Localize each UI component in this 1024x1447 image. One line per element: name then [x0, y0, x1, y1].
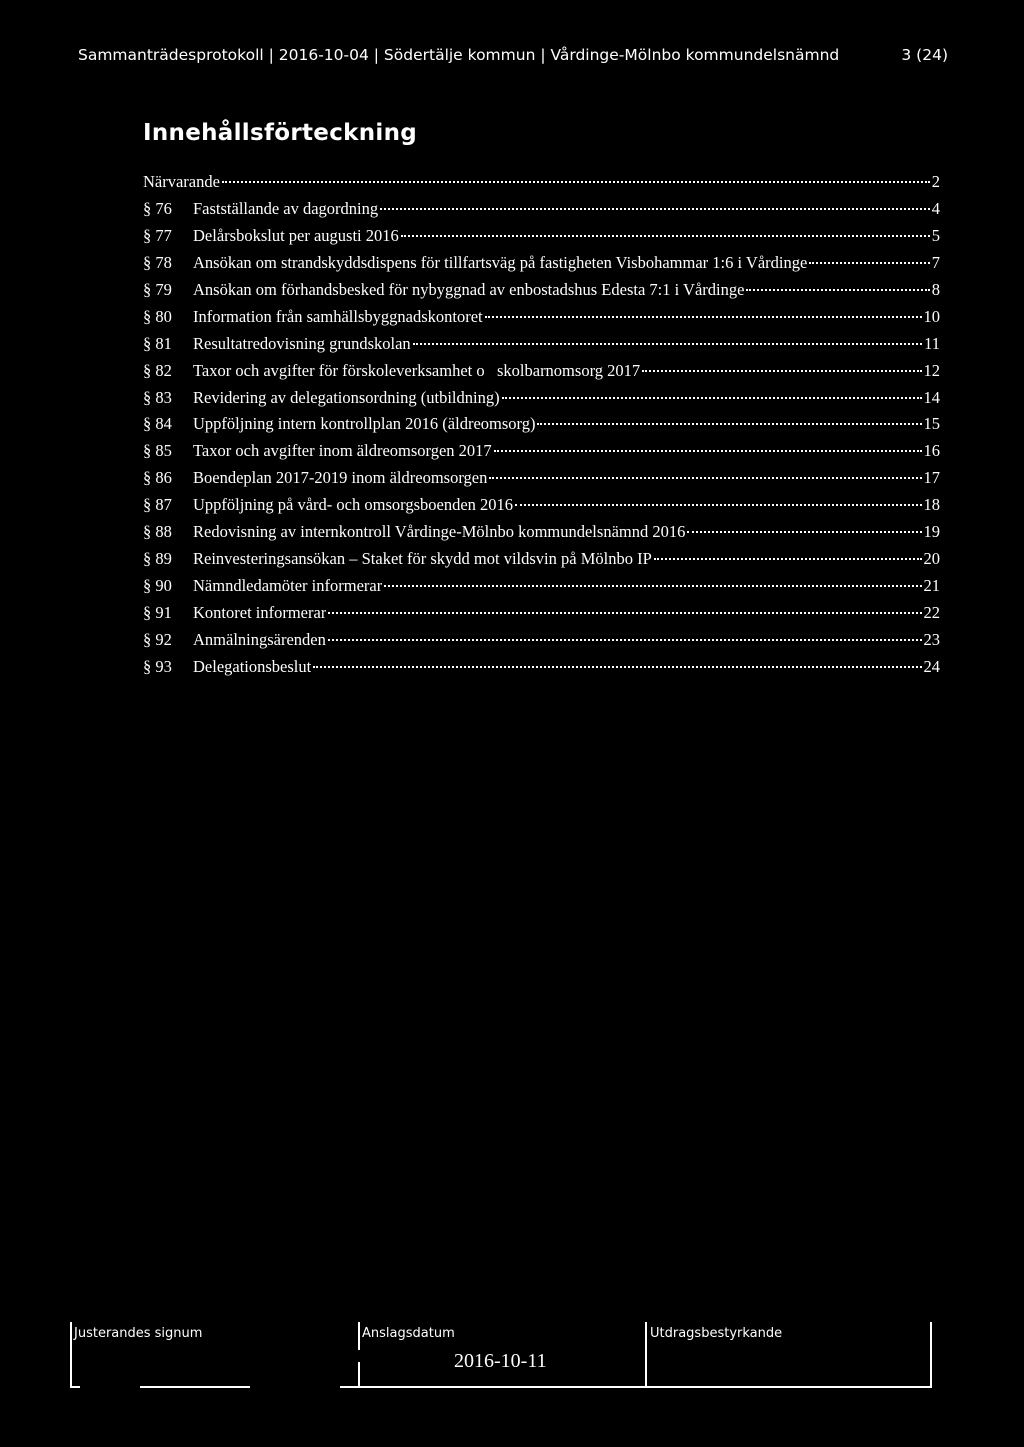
signature-cell — [70, 1322, 358, 1388]
toc-entry-title: Taxor och avgifter för förskoleverksamhet o skolbarnomsorg 2017 — [193, 360, 641, 380]
toc-entry[interactable] — [143, 549, 940, 576]
toc-entry-leader — [687, 531, 921, 533]
toc-entry-page: 11 — [924, 333, 940, 353]
toc-entry-section: § 83 — [143, 387, 172, 407]
toc-entry[interactable] — [143, 576, 940, 603]
footer-divider-1-bottom — [358, 1362, 360, 1388]
toc-entry[interactable] — [143, 334, 940, 361]
toc-entry-page: 12 — [923, 360, 940, 380]
toc-entry-leader — [380, 208, 930, 210]
toc-entry-leader — [494, 450, 922, 452]
toc-entry[interactable] — [143, 441, 940, 468]
toc-entry-title: Boendeplan 2017-2019 inom äldreomsorgen — [193, 468, 488, 488]
toc-entry[interactable] — [143, 657, 940, 684]
toc-entry-leader — [401, 235, 930, 237]
toc-entry-title: Kontoret informerar — [193, 603, 327, 622]
toc-entry-page: 8 — [931, 279, 940, 299]
toc-entry-leader — [654, 558, 922, 560]
toc-entry-page: 18 — [923, 495, 940, 515]
toc-entry-section: § 77 — [143, 225, 172, 245]
toc-entry-title: Information från samhällsbyggnadskontoret — [193, 306, 483, 326]
toc-entry-section: § 87 — [143, 495, 172, 515]
posting-date-value: 2016-10-11 — [454, 1350, 547, 1372]
toc-entry-section: § 85 — [143, 441, 172, 461]
toc-entry-section: § 80 — [143, 306, 172, 326]
toc-entry[interactable] — [143, 172, 940, 199]
toc-entry-section: § 89 — [143, 549, 172, 569]
toc-entry-page: 15 — [923, 414, 940, 434]
toc-entry-leader — [489, 477, 921, 479]
toc-entry-leader — [502, 397, 922, 399]
toc-entry-section: § 91 — [143, 603, 172, 622]
toc-entry-title: Delårsbokslut per augusti 2016 — [193, 225, 399, 245]
toc-entry-title: Ansökan om strandskyddsdispens för tillfartsväg på fastigheten Visbohammar 1:6 i Vårdinge — [193, 252, 808, 272]
toc-entry-title: Nämndledamöter informerar — [193, 576, 383, 596]
footer-divider-2 — [645, 1322, 647, 1388]
toc-entry-title: Redovisning av internkontroll Vårdinge-Mölnbo kommundelsnämnd 2016 — [193, 522, 686, 542]
toc-entry-title: Närvarande — [143, 172, 220, 191]
signature-footer — [70, 1322, 932, 1388]
page-indicator: 3 (24) — [901, 46, 948, 64]
toc-entry-section: § 86 — [143, 468, 172, 488]
footer-bottom-segment-1 — [70, 1386, 80, 1388]
footer-bottom-segment-2 — [140, 1386, 250, 1388]
page-header — [78, 46, 958, 64]
footer-divider-1-top — [358, 1322, 360, 1350]
toc-entry[interactable] — [143, 603, 940, 630]
toc-entry-leader — [485, 316, 922, 318]
toc-entry-section: § 88 — [143, 522, 172, 542]
toc-entry-section: § 81 — [143, 333, 172, 353]
toc-entry-page: 4 — [931, 198, 940, 218]
toc-entry-title: Resultatredovisning grundskolan — [193, 333, 411, 353]
toc-entry[interactable] — [143, 199, 940, 226]
toc-title: Innehållsförteckning — [143, 120, 418, 146]
toc-entry-leader — [809, 262, 929, 264]
toc-entry-leader — [515, 504, 921, 506]
toc-entry-section: § 84 — [143, 414, 172, 434]
toc-entry[interactable] — [143, 226, 940, 253]
toc-entry-section: § 76 — [143, 198, 172, 218]
toc-entry[interactable] — [143, 468, 940, 495]
toc-entry[interactable] — [143, 388, 940, 415]
toc-entry-leader — [328, 639, 922, 641]
toc-entry-page: 19 — [923, 522, 940, 542]
toc-entry-title: Delegationsbeslut — [193, 656, 312, 676]
toc-entry-section: § 78 — [143, 252, 172, 272]
header-text: Sammanträdesprotokoll | 2016-10-04 | Södertälje kommun | Vårdinge-Mölnbo kommundelsnämnd — [78, 46, 840, 64]
toc-entry-leader — [222, 181, 930, 183]
footer-right-border — [930, 1322, 932, 1388]
toc-entry[interactable] — [143, 361, 940, 388]
toc-entry-title: Fastställande av dagordning — [193, 198, 379, 218]
toc-entry[interactable] — [143, 307, 940, 334]
toc-entry-page: 24 — [923, 656, 940, 676]
posting-date-cell — [358, 1322, 646, 1388]
toc-entry-leader — [413, 343, 922, 345]
toc-entry-leader — [746, 289, 929, 291]
toc-entry-page: 23 — [923, 629, 940, 649]
extract-label: Utdragsbestyrkande — [650, 1326, 783, 1341]
footer-left-border — [70, 1322, 72, 1388]
toc-entry-section: § 92 — [143, 629, 172, 649]
signature-label: Justerandes signum — [74, 1326, 203, 1341]
toc-entry-leader — [384, 585, 921, 587]
extract-cell — [646, 1322, 932, 1388]
posting-date-label: Anslagsdatum — [362, 1326, 455, 1341]
toc-entry-page: 10 — [923, 306, 940, 326]
toc-entry-page: 16 — [923, 441, 940, 461]
toc-entry-leader — [642, 370, 921, 372]
footer-bottom-segment-3 — [340, 1386, 932, 1388]
toc-entry-title: Ansökan om förhandsbesked för nybyggnad av enbostadshus Edesta 7:1 i Vårdinge — [193, 279, 745, 299]
toc-entry-section: § 79 — [143, 279, 172, 299]
toc-entry-page: 14 — [923, 387, 940, 407]
toc-entry-page: 7 — [931, 252, 940, 272]
toc-entry[interactable] — [143, 630, 940, 657]
toc-entry-title: Revidering av delegationsordning (utbildning) — [193, 387, 500, 407]
toc-entry-section: § 90 — [143, 576, 172, 596]
table-of-contents — [143, 172, 940, 684]
toc-entry-page: 21 — [923, 576, 940, 596]
toc-entry-page: 5 — [931, 225, 940, 245]
toc-entry-page: 22 — [923, 603, 940, 622]
toc-entry-title: Anmälningsärenden — [193, 629, 326, 649]
toc-entry[interactable] — [143, 522, 940, 549]
toc-entry-section: § 93 — [143, 656, 172, 676]
toc-entry-leader — [313, 666, 921, 668]
toc-entry[interactable] — [143, 495, 940, 522]
toc-entry-page: 2 — [931, 172, 940, 191]
toc-entry-title: Reinvesteringsansökan – Staket för skydd mot vildsvin på Mölnbo IP — [193, 549, 652, 569]
toc-entry-leader — [328, 612, 921, 614]
toc-entry-leader — [537, 423, 921, 425]
toc-entry-section: § 82 — [143, 360, 172, 380]
toc-entry-title: Uppföljning intern kontrollplan 2016 (äldreomsorg) — [193, 414, 536, 434]
toc-entry[interactable] — [143, 253, 940, 280]
toc-entry[interactable] — [143, 414, 940, 441]
toc-entry-title: Taxor och avgifter inom äldreomsorgen 2017 — [193, 441, 492, 461]
toc-entry-page: 20 — [923, 549, 940, 569]
toc-entry-page: 17 — [923, 468, 940, 488]
toc-entry[interactable] — [143, 280, 940, 307]
toc-entry-title: Uppföljning på vård- och omsorgsboenden 2016 — [193, 495, 514, 515]
